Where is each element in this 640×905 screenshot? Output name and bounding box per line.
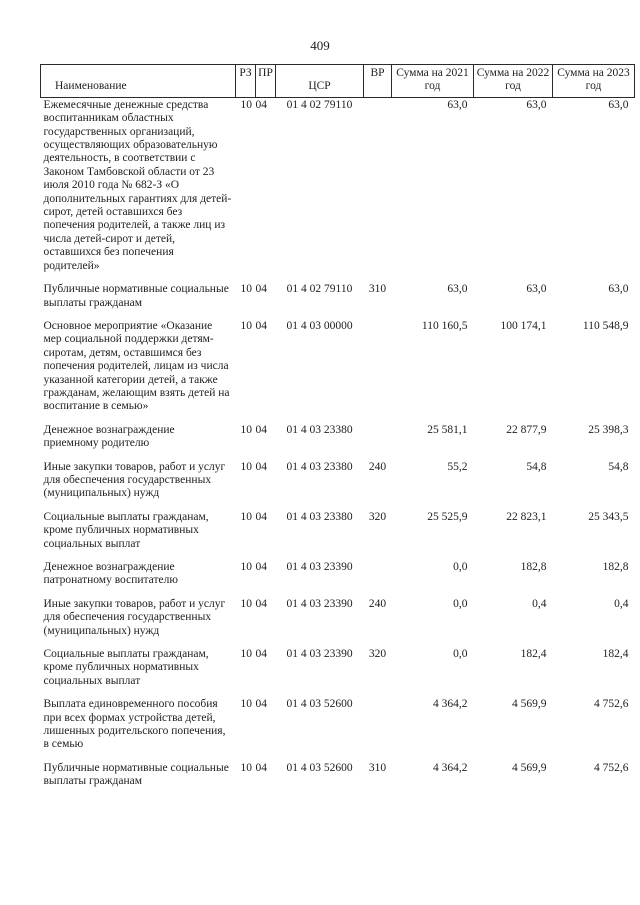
row-sum-2021: 4 364,2 — [433, 761, 468, 774]
header-name: Наименование — [41, 65, 236, 98]
row-name: Иные закупки товаров, работ и услуг для обеспечения государственных (муниципальных) нужд — [43, 460, 226, 500]
row-vr — [364, 695, 392, 759]
header-sum-2021: Сумма на 2021 год — [392, 65, 474, 98]
row-sum-2022: 22 877,9 — [506, 423, 547, 436]
row-csr: 01 4 03 23390 — [286, 561, 353, 573]
row-sum-2023: 182,4 — [602, 648, 629, 661]
row-sum-2022: 100 174,1 — [500, 319, 547, 332]
table-row — [41, 280, 635, 317]
row-name: Иные закупки товаров, работ и услуг для обеспечения государственных (муниципальных) нужд — [43, 597, 226, 637]
table-row — [41, 595, 635, 645]
row-pr: 04 — [255, 648, 267, 661]
row-name: Социальные выплаты гражданам, кроме публичных нормативных социальных выплат — [43, 510, 209, 550]
row-sum-2023: 54,8 — [608, 460, 629, 473]
row-vr: 240 — [368, 597, 387, 610]
row-pr: 04 — [255, 510, 267, 523]
row-sum-2021: 55,2 — [447, 460, 468, 473]
table-row — [41, 645, 635, 695]
row-pr: 04 — [255, 283, 267, 296]
row-sum-2021: 25 581,1 — [427, 423, 468, 436]
row-vr: 310 — [368, 283, 387, 296]
row-sum-2023: 0,4 — [614, 597, 629, 610]
header-rz: РЗ — [236, 65, 256, 98]
row-sum-2021: 110 160,5 — [421, 319, 468, 332]
row-pr: 04 — [255, 597, 267, 610]
row-name: Публичные нормативные социальные выплаты гражданам — [43, 283, 229, 309]
row-sum-2022: 0,4 — [532, 597, 547, 610]
row-sum-2023: 4 752,6 — [594, 698, 629, 711]
row-sum-2023: 4 752,6 — [594, 761, 629, 774]
row-vr: 320 — [368, 510, 387, 523]
row-sum-2021: 25 525,9 — [427, 510, 468, 523]
row-csr: 01 4 03 00000 — [286, 319, 353, 332]
page-number: 409 — [310, 38, 330, 53]
row-pr: 04 — [255, 98, 267, 111]
row-sum-2021: 63,0 — [447, 98, 468, 111]
row-sum-2022: 63,0 — [526, 283, 547, 296]
row-rz: 10 — [240, 561, 252, 573]
row-csr: 01 4 02 79110 — [286, 98, 353, 111]
row-rz: 10 — [240, 597, 252, 610]
row-name: Денежное вознаграждение приемному родителю — [43, 423, 175, 450]
row-csr: 01 4 03 23380 — [286, 423, 353, 436]
row-sum-2021: 4 364,2 — [433, 698, 468, 711]
row-sum-2022: 4 569,9 — [512, 698, 547, 711]
row-name: Ежемесячные денежные средства воспитанникам областных государственных организаций, осуществляющих образовательную деятельность, в соответствии с Законом Тамбовской области от 23 июля 2010 года № 682-З «О дополнительных гарантиях для детей-сирот, детей оставшихся без попечения родителей, а также лиц из числа детей-сирот и детей, оставшихся без попечения родителей» — [43, 98, 232, 272]
row-sum-2023: 63,0 — [608, 98, 629, 111]
table-row — [41, 759, 635, 796]
row-pr: 04 — [255, 761, 267, 774]
row-csr: 01 4 03 23390 — [286, 648, 353, 661]
table-row — [41, 317, 635, 421]
row-sum-2021: 0,0 — [453, 597, 468, 610]
table-header-row — [41, 65, 635, 98]
row-pr: 04 — [255, 561, 267, 573]
row-sum-2021: 0,0 — [453, 561, 468, 573]
row-sum-2021: 63,0 — [447, 283, 468, 296]
row-pr: 04 — [255, 423, 267, 436]
row-sum-2022: 22 823,1 — [506, 510, 547, 523]
row-rz: 10 — [240, 283, 252, 296]
row-name: Публичные нормативные социальные выплаты гражданам — [43, 761, 229, 788]
budget-table — [40, 64, 635, 796]
row-sum-2023: 63,0 — [608, 283, 629, 296]
row-sum-2022: 63,0 — [526, 98, 547, 111]
table-row — [41, 458, 635, 508]
header-sum-2023: Сумма на 2023 год — [553, 65, 635, 98]
row-name: Денежное вознаграждение патронатному воспитателю — [43, 561, 178, 587]
row-pr: 04 — [255, 319, 267, 332]
row-vr: 310 — [368, 761, 387, 774]
row-csr: 01 4 03 52600 — [286, 761, 353, 774]
row-vr — [364, 97, 392, 280]
row-rz: 10 — [240, 648, 252, 661]
row-rz: 10 — [240, 460, 252, 473]
row-rz: 10 — [240, 319, 252, 332]
row-sum-2023: 110 548,9 — [582, 319, 629, 332]
row-sum-2022: 182,8 — [520, 561, 547, 573]
table-row — [41, 508, 635, 558]
row-rz: 10 — [240, 698, 252, 711]
row-csr: 01 4 03 23380 — [286, 510, 353, 523]
table-row — [41, 558, 635, 595]
row-sum-2022: 182,4 — [520, 648, 547, 661]
header-vr: ВР — [364, 65, 392, 98]
header-sum-2022: Сумма на 2022 год — [474, 65, 553, 98]
row-vr — [364, 558, 392, 595]
row-vr: 240 — [368, 460, 387, 473]
row-name: Социальные выплаты гражданам, кроме публичных нормативных социальных выплат — [43, 648, 209, 687]
table-row — [41, 695, 635, 759]
row-rz: 10 — [240, 510, 252, 523]
row-pr: 04 — [255, 460, 267, 473]
row-name: Выплата единовременного пособия при всех формах устройства детей, лишенных родительского попечения, в семью — [43, 698, 226, 751]
row-sum-2022: 4 569,9 — [512, 761, 547, 774]
row-name: Основное мероприятие «Оказание мер социальной поддержки детям-сиротам, детям, оставшимся без попечения родителей, лицам из числа указанной категории детей, а также гражданам, желающим взять детей на воспитание в семью» — [43, 319, 230, 413]
row-csr: 01 4 03 23390 — [286, 597, 353, 610]
row-csr: 01 4 02 79110 — [286, 283, 353, 296]
table-row — [41, 97, 635, 280]
row-sum-2022: 54,8 — [526, 460, 547, 473]
row-pr: 04 — [255, 698, 267, 711]
row-csr: 01 4 03 52600 — [286, 698, 353, 711]
row-vr — [364, 421, 392, 458]
row-rz: 10 — [240, 423, 252, 436]
row-sum-2023: 182,8 — [602, 561, 629, 573]
table-row — [41, 421, 635, 458]
row-sum-2023: 25 398,3 — [588, 423, 629, 436]
row-rz: 10 — [240, 98, 252, 111]
row-vr: 320 — [368, 648, 387, 661]
header-csr: ЦСР — [276, 65, 364, 98]
row-vr — [364, 317, 392, 421]
row-csr: 01 4 03 23380 — [286, 460, 353, 473]
row-sum-2023: 25 343,5 — [588, 510, 629, 523]
row-rz: 10 — [240, 761, 252, 774]
row-sum-2021: 0,0 — [453, 648, 468, 661]
header-pr: ПР — [256, 65, 276, 98]
